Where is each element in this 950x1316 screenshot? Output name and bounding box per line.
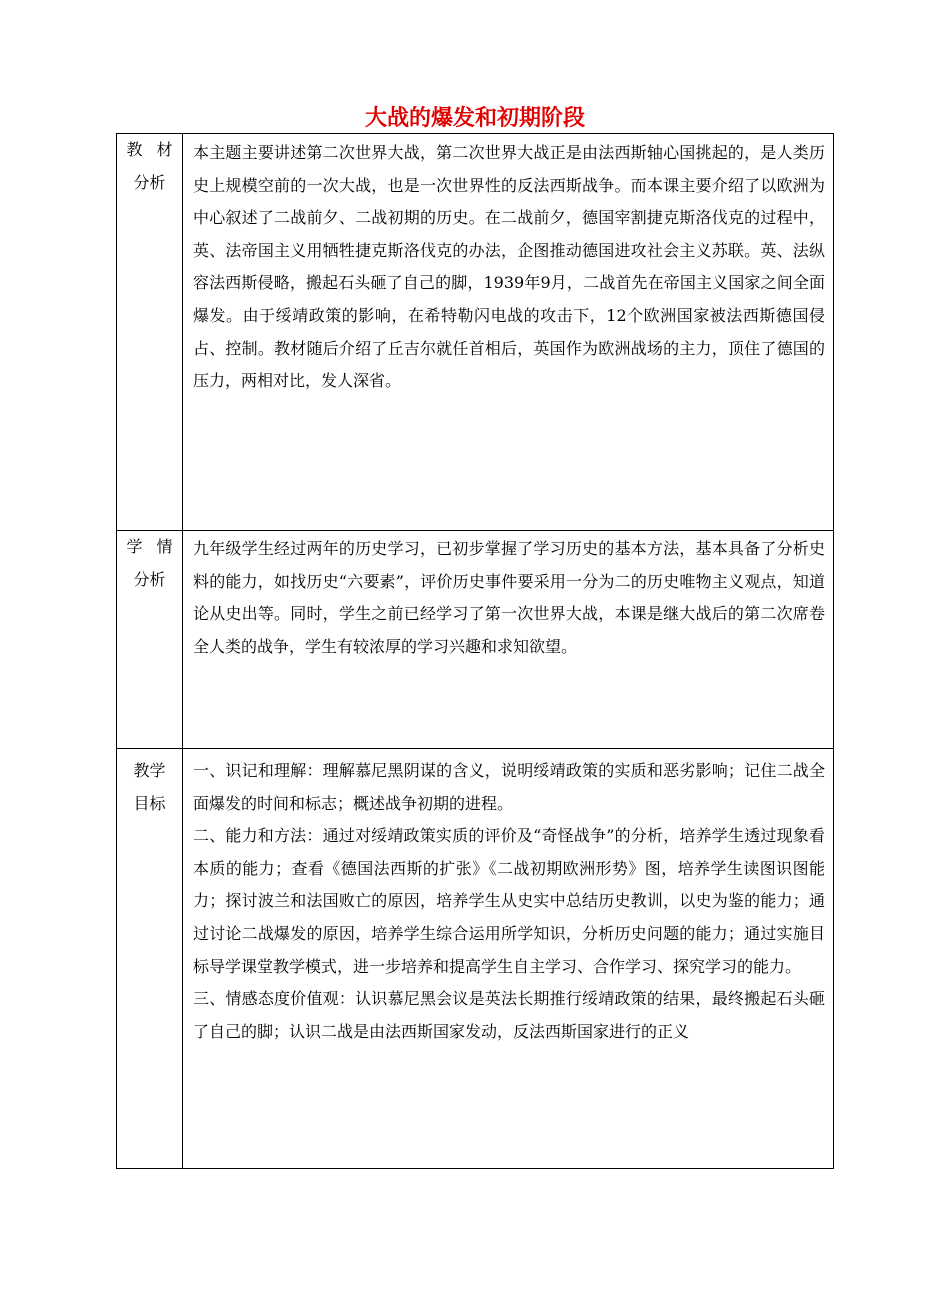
label-char: 学	[126, 537, 143, 556]
row-label-teaching-goals	[117, 749, 183, 1169]
label-line: 分析	[133, 569, 166, 589]
goal-paragraph: 一、识记和理解：理解慕尼黑阴谋的含义，说明绥靖政策的实质和恶劣影响；记住二战全面爆发的时间和标志；概述战争初期的进程。	[193, 761, 825, 813]
goal-paragraph: 三、情感态度价值观：认识慕尼黑会议是英法长期推行绥靖政策的结果，最终搬起石头砸了自己的脚；认识二战是由法西斯国家发动，反法西斯国家进行的正义	[193, 989, 825, 1041]
label-char: 情	[156, 537, 173, 556]
content-text: 九年级学生经过两年的历史学习，已初步掌握了学习历史的基本方法，基本具备了分析史料的能力，如找历史“六要素”，评价历史事件要采用一分为二的历史唯物主义观点，知道论从史出等。同时，学生之前已经学习了第一次世界大战，本课是继大战后的第二次席卷全人类的战争，学生有较浓厚的学习兴趣和求知欲望。	[193, 539, 825, 656]
label-char: 材	[156, 140, 173, 159]
row-content-student-analysis	[183, 531, 834, 749]
label-line: 目标	[133, 793, 166, 813]
goal-paragraph: 二、能力和方法：通过对绥靖政策实质的评价及“奇怪战争”的分析，培养学生透过现象看本质的能力；查看《德国法西斯的扩张》《二战初期欧洲形势》图，培养学生读图识图能力；探讨波兰和法国败亡的原因，培养学生从史实中总结历史教训，以史为鉴的能力；通过讨论二战爆发的原因，培养学生综合运用所学知识，分析历史问题的能力；通过实施目标导学课堂教学模式，进一步培养和提高学生自主学习、合作学习、探究学习的能力。	[193, 826, 825, 976]
label-char: 教	[126, 140, 143, 159]
label-line: 分析	[133, 172, 166, 192]
row-label-textbook-analysis	[117, 134, 183, 531]
row-label-student-analysis	[117, 531, 183, 749]
table-row	[117, 531, 834, 749]
label-line: 教学	[133, 761, 166, 780]
document-title: 大战的爆发和初期阶段	[364, 106, 585, 131]
row-content-teaching-goals	[183, 749, 834, 1169]
table-row	[117, 749, 834, 1169]
table-row	[117, 134, 834, 531]
content-text: 本主题主要讲述第二次世界大战，第二次世界大战正是由法西斯轴心国挑起的，是人类历史上规模空前的一次大战，也是一次世界性的反法西斯战争。而本课主要介绍了以欧洲为中心叙述了二战前夕、二战初期的历史。在二战前夕，德国宰割捷克斯洛伐克的过程中，英、法帝国主义用牺牲捷克斯洛伐克的办法，企图推动德国进攻社会主义苏联。英、法纵容法西斯侵略，搬起石头砸了自己的脚，1939年9月，二战首先在帝国主义国家之间全面爆发。由于绥靖政策的影响，在希特勒闪电战的攻击下，12个欧洲国家被法西斯德国侵占、控制。教材随后介绍了丘吉尔就任首相后，英国作为欧洲战场的主力，顶住了德国的压力，两相对比，发人深省。	[193, 143, 825, 391]
lesson-plan-table	[116, 133, 834, 1169]
row-content-textbook-analysis	[183, 134, 834, 531]
